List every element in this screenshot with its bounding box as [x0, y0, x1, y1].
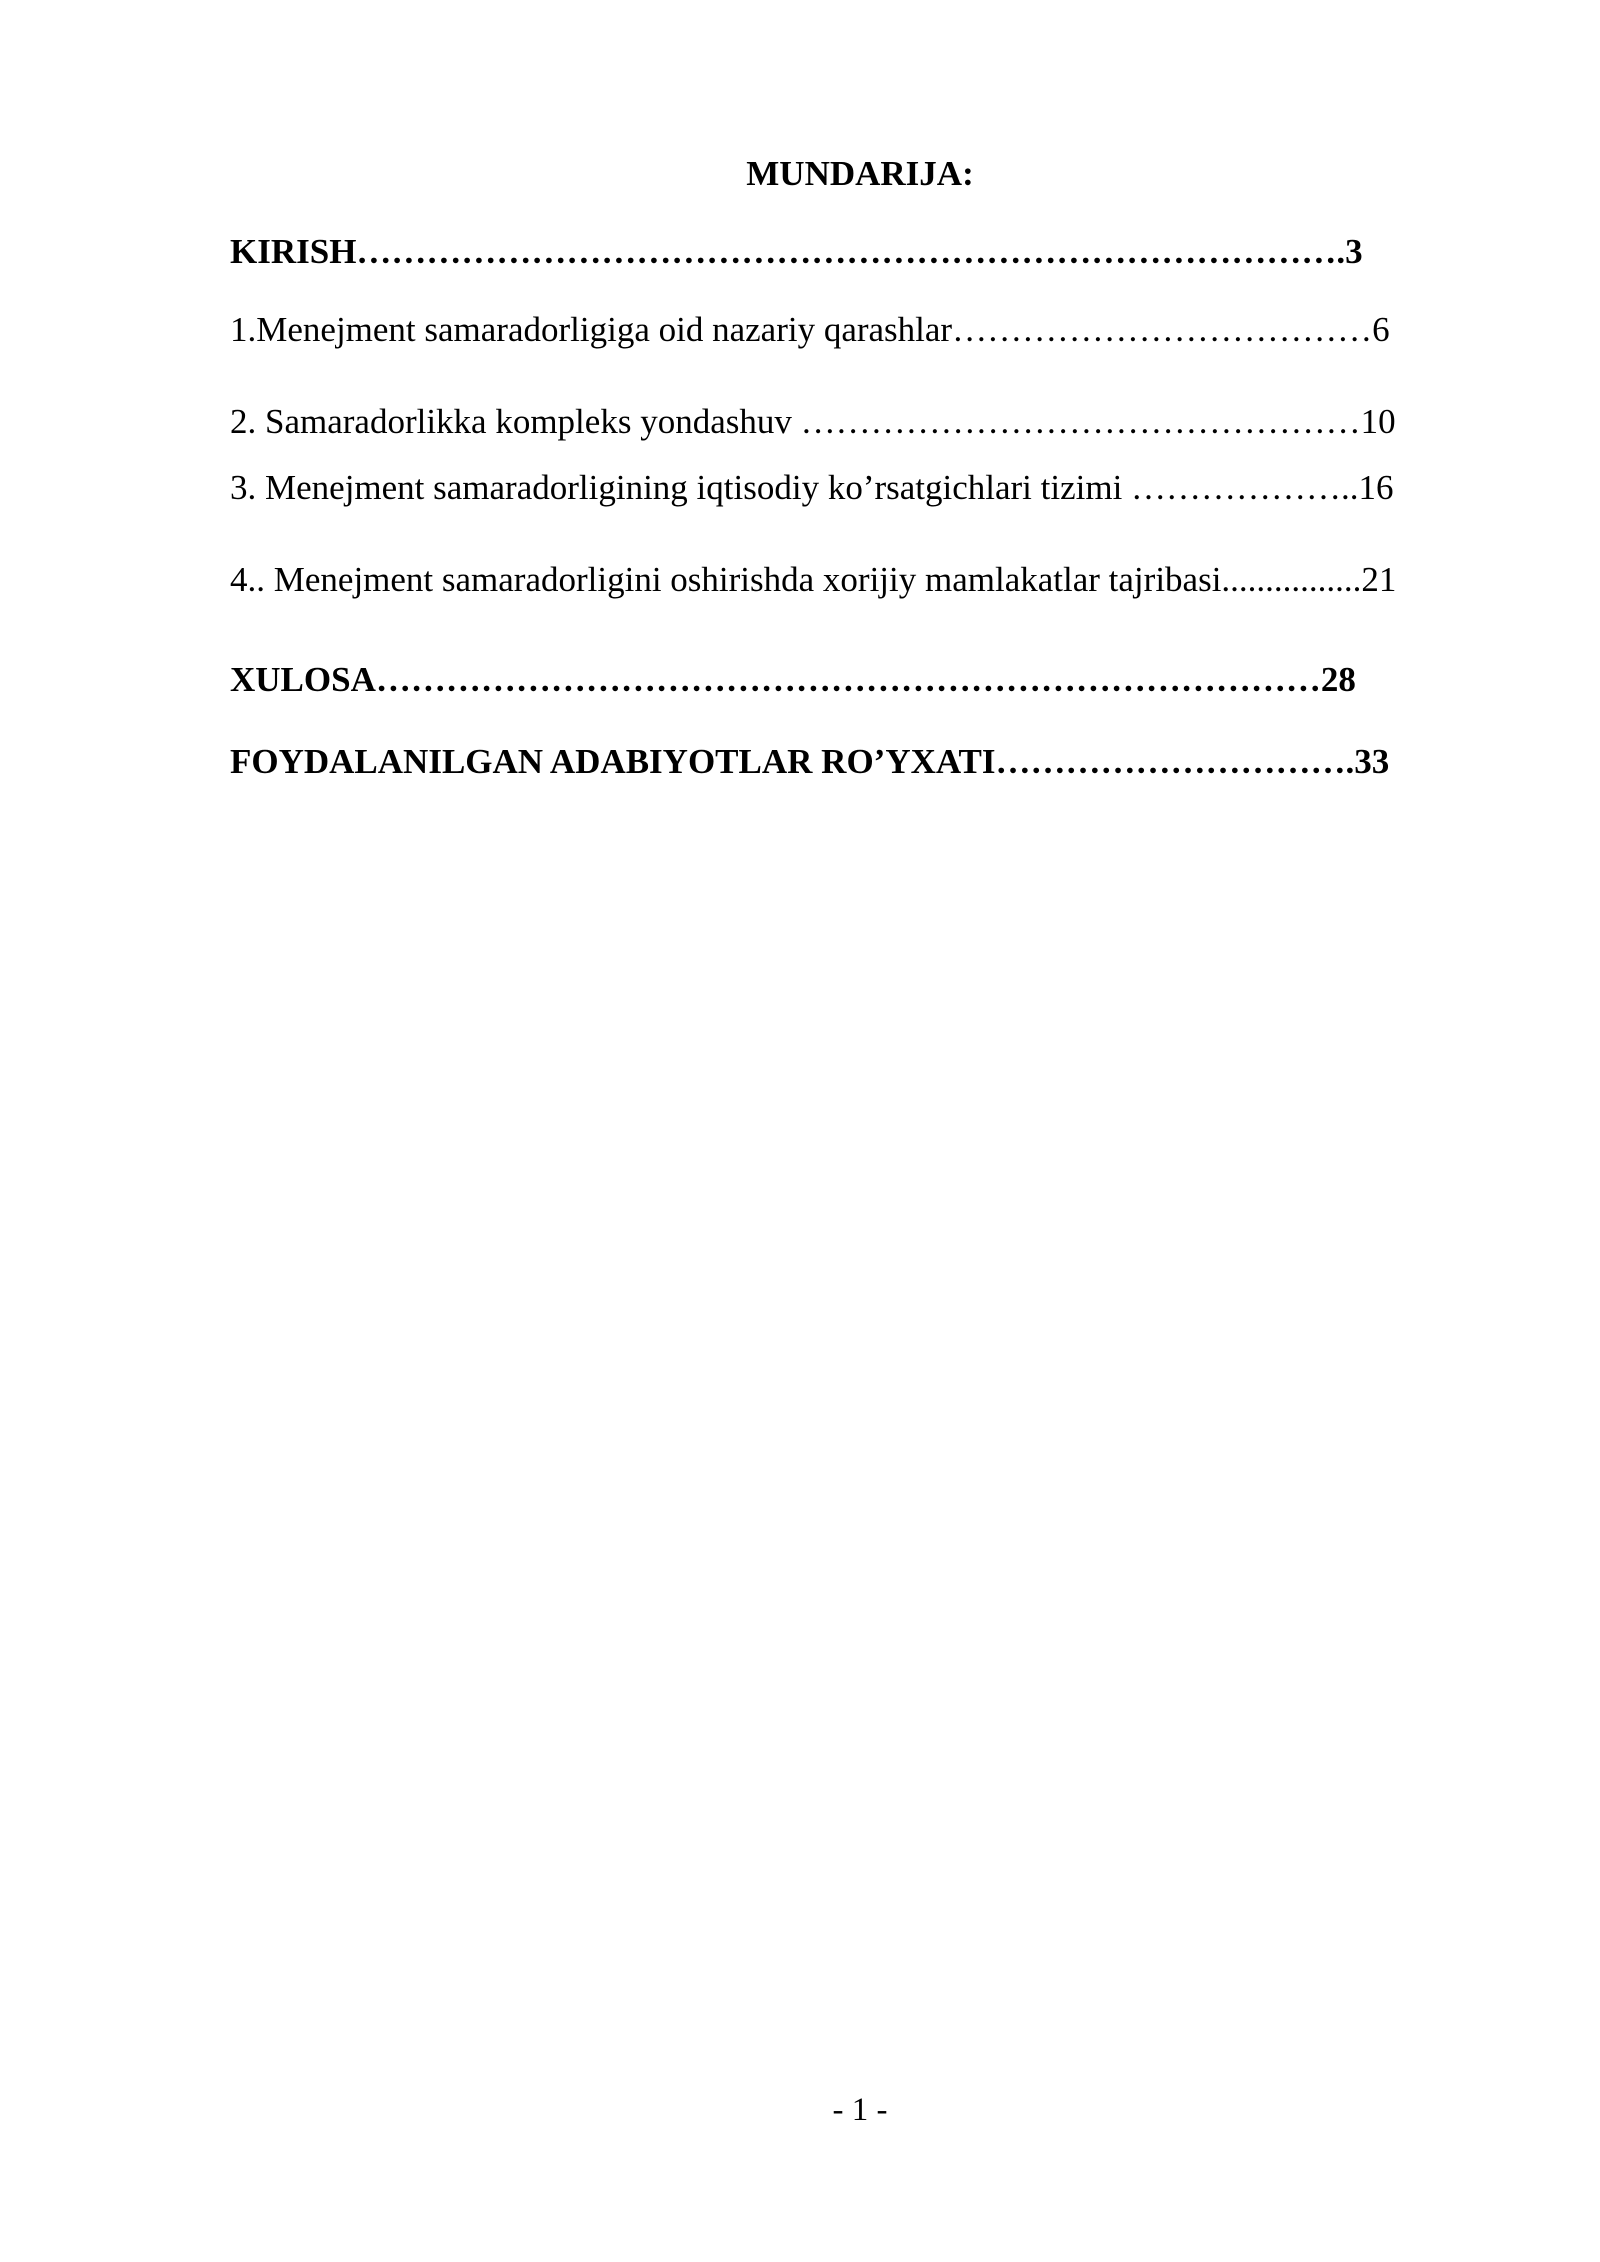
page-number: - 1 -	[832, 2092, 888, 2128]
toc-entry-adabiyotlar: FOYDALANILGAN ADABIYOTLAR RO’YXATI………………………….33	[230, 742, 1390, 781]
page-title: MUNDARIJA:	[746, 154, 974, 193]
toc-entry-3: 3. Menejment samaradorligining iqtisodiy ko’rsatgichlari tizimi ………………..16	[230, 468, 1394, 507]
toc-entry-2: 2. Samaradorlikka kompleks yondashuv …………………………………………10	[230, 402, 1396, 441]
toc-entry-4: 4.. Menejment samaradorligini oshirishda xorijiy mamlakatlar tajribasi................21	[230, 560, 1397, 599]
toc-entry-xulosa: XULOSA………………………………………………………………………28	[230, 660, 1356, 699]
toc-entry-kirish: KIRISH………………………………………………………………………….3	[230, 232, 1363, 271]
toc-entry-1: 1.Menejment samaradorligiga oid nazariy qarashlar………………………………6	[230, 310, 1390, 349]
